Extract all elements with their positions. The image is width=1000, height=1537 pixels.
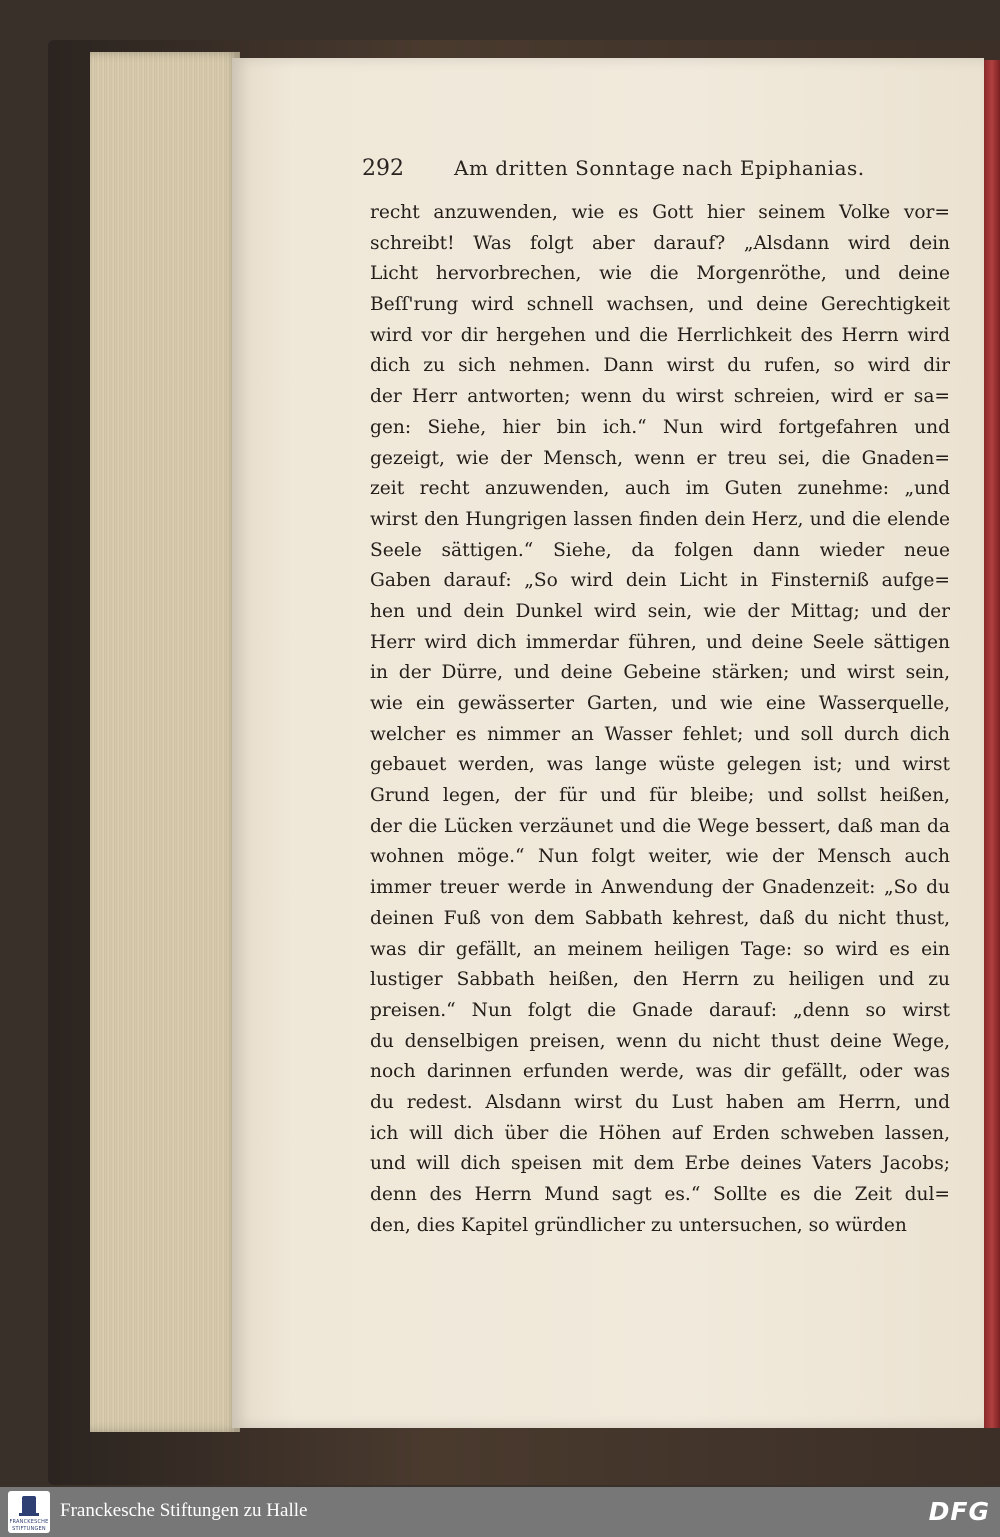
text-line: wohnen möge.“ Nun folgt weiter, wie der Mensch auch: [370, 846, 950, 868]
text-line: dich zu sich nehmen. Dann wirst du rufen, so wird dir: [370, 355, 950, 377]
page-number: 292: [362, 156, 404, 181]
text-line: Gaben darauf: „So wird dein Licht in Finsterniß aufge=: [370, 570, 950, 592]
text-line: wie ein gewässerter Garten, und wie eine Wasserquelle,: [370, 693, 950, 714]
text-line: hen und dein Dunkel wird sein, wie der Mittag; und der: [370, 600, 950, 622]
text-line: schreibt! Was folgt aber darauf? „Alsdann wird dein: [370, 232, 950, 254]
logo-text-line2: STIFTUNGEN: [12, 1526, 46, 1532]
text-line: preisen.“ Nun folgt die Gnade darauf: „denn so wirst: [370, 999, 950, 1021]
text-line: in der Dürre, und deine Gebeine stärken; und wirst sein,: [370, 662, 950, 684]
logo-text-line1: FRANCKESCHE: [9, 1519, 49, 1525]
text-line: Grund legen, der für und für bleibe; und sollst heißen,: [370, 785, 950, 807]
text-line: Licht hervorbrechen, wie die Morgenröthe, und deine: [370, 263, 950, 285]
text-line: noch darinnen erfunden werde, was dir gefällt, oder was: [370, 1061, 950, 1083]
running-head-title: Am dritten Sonntage nach Epiphanias.: [454, 156, 865, 180]
text-line: und will dich speisen mit dem Erbe deines Vaters Jacobs;: [370, 1153, 950, 1175]
text-line: deinen Fuß von dem Sabbath kehrest, daß du nicht thust,: [370, 907, 950, 929]
text-line: ich will dich über die Höhen auf Erden schweben lassen,: [370, 1122, 950, 1144]
page-block-edges: [90, 52, 240, 1432]
text-line: Beſſ'rung wird schnell wachsen, und deine Gerechtigkeit: [370, 294, 950, 316]
red-page-edge: [984, 60, 1000, 1428]
text-line: lustiger Sabbath heißen, den Herrn zu heiligen und zu: [370, 969, 950, 991]
text-line: denn des Herrn Mund sagt es.“ Sollte es die Zeit dul=: [370, 1184, 950, 1205]
text-line: wird vor dir hergehen und die Herrlichkeit des Herrn wird: [370, 324, 950, 346]
franckesche-stiftungen-logo[interactable]: [8, 1491, 50, 1533]
text-line: wirst den Hungrigen lassen finden dein Herz, und die elende: [370, 508, 950, 530]
text-line: recht anzuwenden, wie es Gott hier seinem Volke vor=: [370, 202, 950, 223]
text-line: gen: Siehe, hier bin ich.“ Nun wird fortgefahren und: [370, 416, 950, 438]
running-header: [362, 152, 952, 192]
text-line: welcher es nimmer an Wasser fehlet; und soll durch dich: [370, 723, 950, 745]
text-line: gezeigt, wie der Mensch, wenn er treu sei, die Gnaden=: [370, 447, 950, 469]
text-line: immer treuer werde in Anwendung der Gnadenzeit: „So du: [370, 877, 950, 899]
building-icon: [22, 1496, 36, 1514]
text-line: was dir gefällt, an meinem heiligen Tage: so wird es ein: [370, 938, 950, 960]
page-body-text: [370, 198, 950, 1241]
viewer-footer: [0, 1487, 1000, 1537]
text-line: gebauet werden, was lange wüste gelegen ist; und wirst: [370, 754, 950, 776]
text-line: der die Lücken verzäunet und die Wege bessert, daß man da: [370, 815, 950, 837]
institution-name: Franckesche Stiftungen zu Halle: [60, 1500, 308, 1521]
text-line: der Herr antworten; wenn du wirst schreien, wird er sa=: [370, 386, 950, 408]
text-line: Herr wird dich immerdar führen, und deine Seele sättigen: [370, 631, 950, 653]
text-line: du redest. Alsdann wirst du Lust haben am Herrn, und: [370, 1091, 950, 1113]
text-line: zeit recht anzuwenden, auch im Guten zunehme: „und: [370, 478, 950, 500]
text-line: den, dies Kapitel gründlicher zu untersuchen, so würden: [370, 1214, 907, 1236]
dfg-logo[interactable]: DFG: [928, 1497, 990, 1526]
building-base-icon: [19, 1513, 39, 1516]
text-line: Seele sättigen.“ Siehe, da folgen dann wieder neue: [370, 539, 950, 561]
text-line: du denselbigen preisen, wenn du nicht thust deine Wege,: [370, 1030, 950, 1052]
